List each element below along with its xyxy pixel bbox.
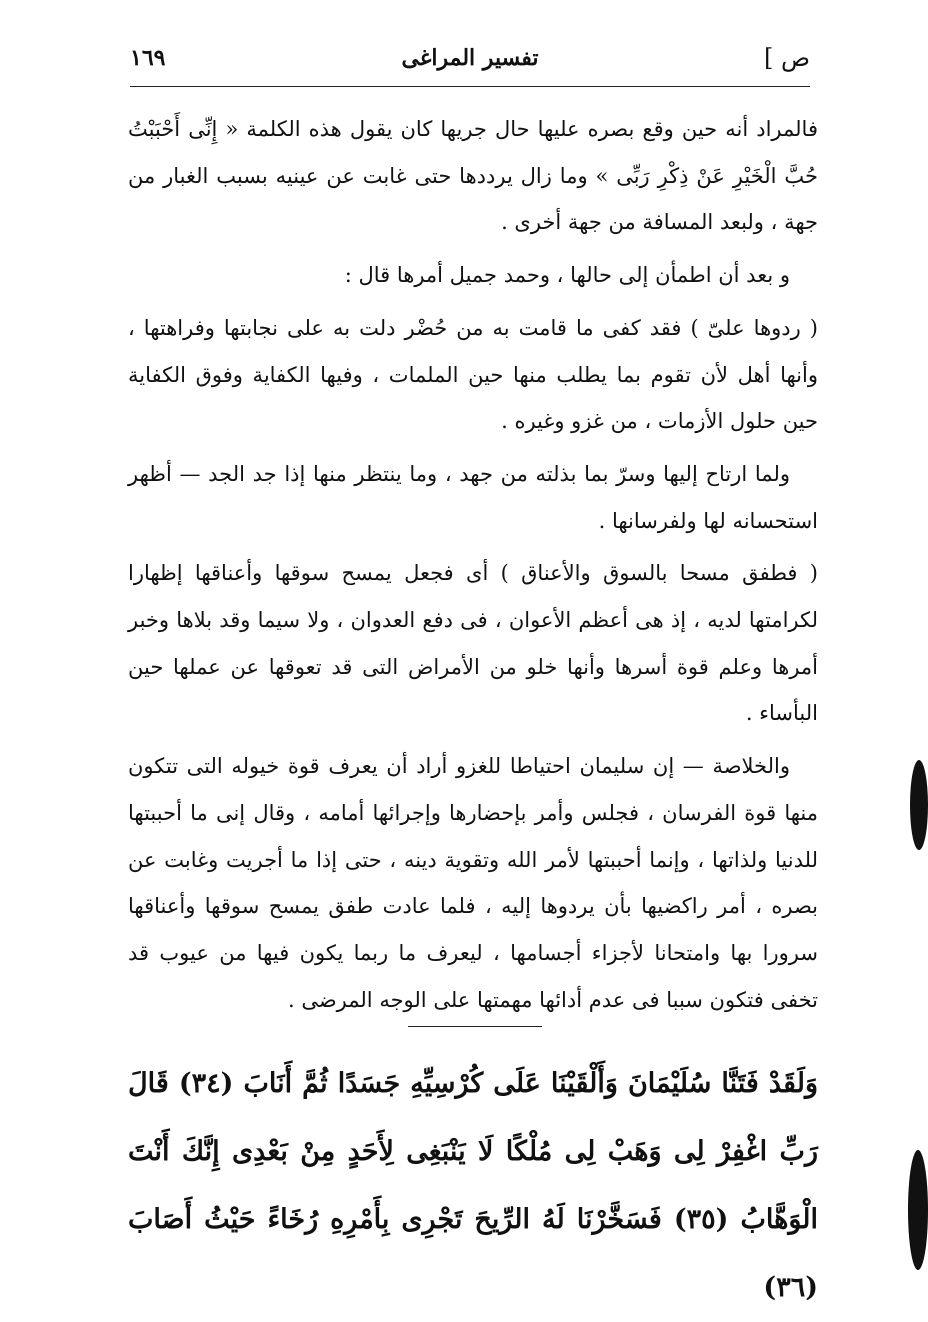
book-title: تفسير المراغى: [401, 45, 539, 71]
paragraph-5: ( فطفق مسحا بالسوق والأعناق ) أى فجعل يمسح سوقها وأعناقها إظهارا لكرامتها لديه ، إذ هى أعظم الأعوان ، فى دفع العدوان ، ولا سيما وقد بلاها وخبر أمرها وعلم قوة أسرها وأنها خلو من الأمراض التى قد تعوقها عن عملها حين البأساء .: [128, 561, 818, 726]
paragraph-4: ولما ارتاح إليها وسرّ بما بذلته من جهد ، وما ينتظر منها إذا جد الجد — أظهر استحسانه لها ولفرسانها .: [128, 461, 818, 533]
header-rule: [130, 86, 810, 87]
paragraph-1: فالمراد أنه حين وقع بصره عليها حال جريها كان يقول هذه الكلمة « إِنِّى أَحْبَبْتُ حُبَّ الْخَيْرِ عَنْ ذِكْرِ رَبِّى » وما زال يرددها حتى غابت عن عينيه بسبب الغبار من جهة ، ولبعد المسافة من جهة أخرى .: [128, 117, 818, 235]
quran-verse-block: وَلَقَدْ فَتَنَّا سُلَيْمَانَ وَأَلْقَيْنَا عَلَى كُرْسِيِّهِ جَسَدًا ثُمَّ أَنَابَ (٣٤) قَالَ رَبِّ اغْفِرْ لِى وَهَبْ لِى مُلْكًا لَا يَنْبَغِى لِأَحَدٍ مِنْ بَعْدِى إِنَّكَ أَنْتَ الْوَهَّابُ (٣٥) فَسَخَّرْنَا لَهُ الرِّيحَ تَجْرِى بِأَمْرِهِ رُخَاءً حَيْثُ أَصَابَ (٣٦): [128, 1068, 819, 1303]
section-separator: [408, 1026, 542, 1027]
page-header: [130, 38, 810, 78]
paragraph-2: و بعد أن اطمأن إلى حالها ، وحمد جميل أمرها قال :: [344, 263, 790, 288]
paragraph-3: ( ردوها علىّ ) فقد كفى ما قامت به من حُضْر دلت به على نجابتها وفراهتها ، وأنها أهل لأن تقوم بما يطلب منها حين الملمات ، وفيها الكفاية وفوق الكفاية حين حلول الأزمات ، من غزو وغيره .: [128, 315, 818, 434]
scan-ink-mark-bottom: [908, 1150, 928, 1270]
page-number: ١٦٩: [130, 45, 166, 71]
commentary-body: [128, 106, 818, 1023]
surah-section-label: ص ]: [763, 44, 810, 72]
scan-ink-mark-top: [910, 760, 928, 850]
paragraph-6: والخلاصة — إن سليمان احتياطا للغزو أراد أن يعرف قوة خيوله التى تتكون منها قوة الفرسان ، فجلس وأمر بإحضارها وإجرائها أمامه ، وقال إنى ما أحببتها للدنيا ولذاتها ، وإنما أحببتها لأمر الله وتقوية دينه ، حتى إذا ما أجريت وغابت عن بصره ، أمر راكضيها بأن يردوها إليه ، فلما عادت طفق يمسح سوقها وأعناقها سرورا بها وامتحانا لأجزاء أجسامها ، ليعرف ما ربما يكون فيها من عيوب قد تخفى فتكون سببا فى عدم أدائها مهمتها على الوجه المرضى .: [128, 754, 818, 1012]
